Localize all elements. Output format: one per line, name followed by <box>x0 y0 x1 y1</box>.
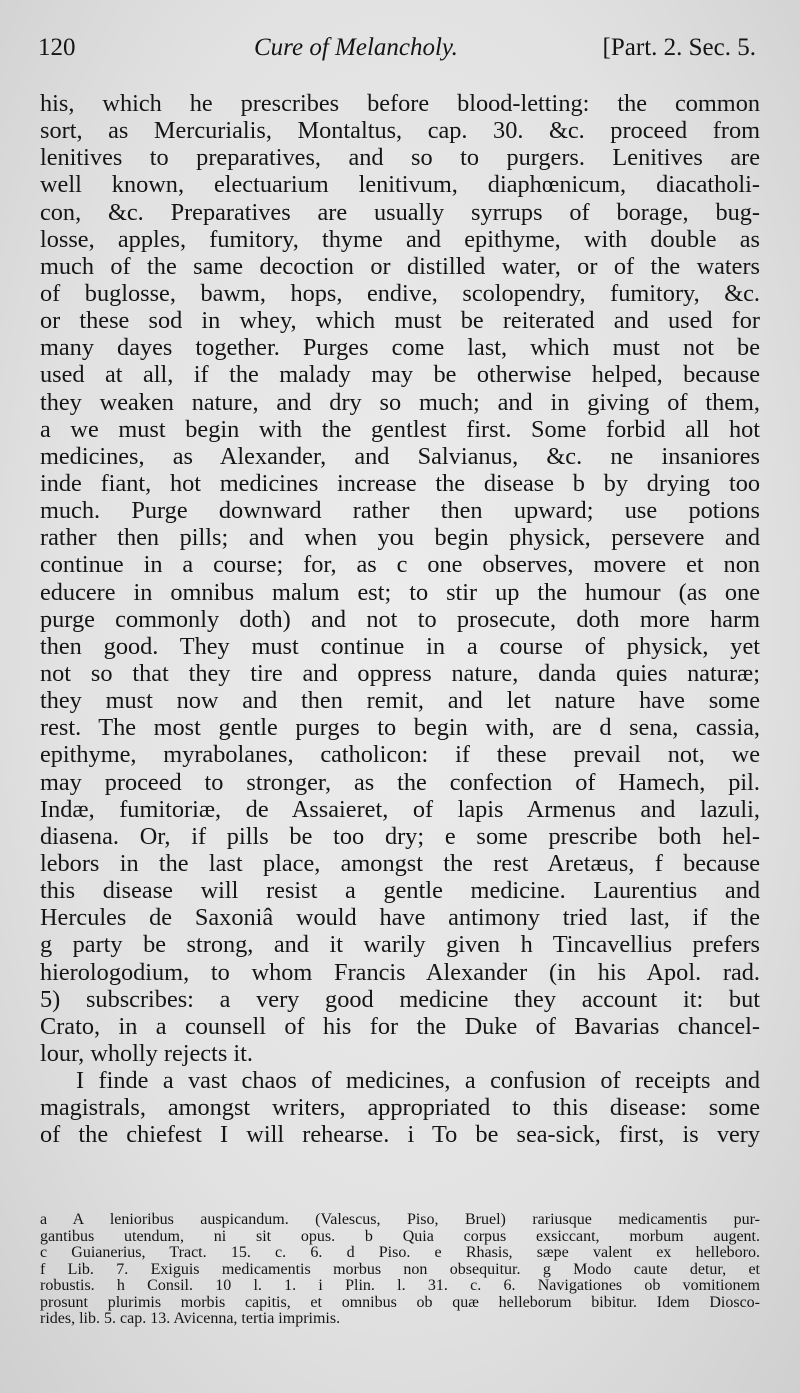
body-line: medicines, as Alexander, and Salvianus, &c. ne insaniores <box>40 442 760 470</box>
footnote-line: robustis. h Consil. 10 l. 1. i Plin. l. 31. c. 6. Navigationes ob vomitionem <box>40 1277 760 1294</box>
body-line: 5) subscribes: a very good medicine they account it: but <box>40 985 760 1013</box>
footnote-line: gantibus utendum, ni sit opus. b Quia corpus exsiccant, morbum augent. <box>40 1227 760 1245</box>
body-line: hierologodium, to whom Francis Alexander (in his Apol. rad. <box>40 958 760 986</box>
body-text <box>40 90 760 1148</box>
body-line: much of the same decoction or distilled water, or of the waters <box>40 252 760 280</box>
body-line: diasena. Or, if pills be too dry; e some prescribe both hel- <box>40 822 760 850</box>
footnote-line: prosunt plurimis morbis capitis, et omnibus ob quæ helleborum bibitur. Idem Diosco- <box>40 1293 760 1311</box>
body-line: rather then pills; and when you begin physick, persevere and <box>40 524 760 552</box>
body-line: not so that they tire and oppress nature, danda quies naturæ; <box>40 659 760 687</box>
running-title: Cure of Melancholy. <box>254 34 458 61</box>
body-line: they weaken nature, and dry so much; and in giving of them, <box>40 388 760 416</box>
body-line: magistrals, amongst writers, appropriated to this disease: some <box>40 1094 760 1122</box>
body-line: this disease will resist a gentle medicine. Laurentius and <box>40 877 760 905</box>
body-line: or these sod in whey, which must be reiterated and used for <box>40 307 760 335</box>
body-line: losse, apples, fumitory, thyme and epithyme, with double as <box>40 225 760 253</box>
body-line: educere in omnibus malum est; to stir up the humour (as one <box>40 578 760 606</box>
body-line: Indæ, fumitoriæ, de Assaieret, of lapis Armenus and lazuli, <box>40 795 760 823</box>
body-line: epithyme, myrabolanes, catholicon: if these prevail not, we <box>40 741 760 769</box>
body-line: Hercules de Saxoniâ would have antimony tried last, if the <box>40 904 760 932</box>
page-number: 120 <box>38 34 76 61</box>
body-line: well known, electuarium lenitivum, diaphœnicum, diacatholi- <box>40 171 760 199</box>
footnote-line: rides, lib. 5. cap. 13. Avicenna, tertia imprimis. <box>40 1310 341 1327</box>
body-line: inde fiant, hot medicines increase the disease b by drying too <box>40 469 760 497</box>
footnote-line: c Guianerius, Tract. 15. c. 6. d Piso. e Rhasis, sæpe valent ex helleboro. <box>40 1244 760 1261</box>
body-line: many dayes together. Purges come last, which must not be <box>40 334 760 362</box>
body-line: I finde a vast chaos of medicines, a confusion of receipts and <box>76 1067 760 1095</box>
body-line: continue in a course; for, as c one observes, movere et non <box>40 551 760 579</box>
body-line: they must now and then remit, and let nature have some <box>40 687 760 715</box>
footnote-line: a A lenioribus auspicandum. (Valescus, Piso, Bruel) rariusque medicamentis pur- <box>40 1211 760 1228</box>
body-line: a we must begin with the gentlest first. Some forbid all hot <box>40 415 760 443</box>
body-line: sort, as Mercurialis, Montaltus, cap. 30. &c. proceed from <box>40 117 760 145</box>
body-line: his, which he prescribes before blood-letting: the common <box>40 90 760 117</box>
body-line: con, &c. Preparatives are usually syrrups of borage, bug- <box>40 198 760 226</box>
body-line: then good. They must continue in a course of physick, yet <box>40 632 760 660</box>
running-header <box>38 34 756 74</box>
body-line: g party be strong, and it warily given h Tincavellius prefers <box>40 931 760 959</box>
body-line: lour, wholly rejects it. <box>40 1039 253 1067</box>
footnote-line: f Lib. 7. Exiguis medicamentis morbus non obsequitur. g Modo caute detur, et <box>40 1260 760 1278</box>
body-line: of buglosse, bawm, hops, endive, scolopendry, fumitory, &c. <box>40 279 760 307</box>
footnotes <box>40 1212 760 1328</box>
body-line: purge commonly doth) and not to prosecute, doth more harm <box>40 605 760 633</box>
body-line: used at all, if the malady may be otherwise helped, because <box>40 361 760 389</box>
body-line: Crato, in a counsell of his for the Duke of Bavarias chancel- <box>40 1012 760 1040</box>
body-line: much. Purge downward rather then upward; use potions <box>40 497 760 525</box>
section-label: [Part. 2. Sec. 5. <box>602 34 756 61</box>
body-line: may proceed to stronger, as the confection of Hamech, pil. <box>40 768 760 796</box>
body-line: of the chiefest I will rehearse. i To be sea-sick, first, is very <box>40 1121 760 1149</box>
body-line: lenitives to preparatives, and so to purgers. Lenitives are <box>40 144 760 172</box>
body-line: rest. The most gentle purges to begin with, are d sena, cassia, <box>40 714 760 742</box>
body-line: lebors in the last place, amongst the rest Aretæus, f because <box>40 849 760 877</box>
